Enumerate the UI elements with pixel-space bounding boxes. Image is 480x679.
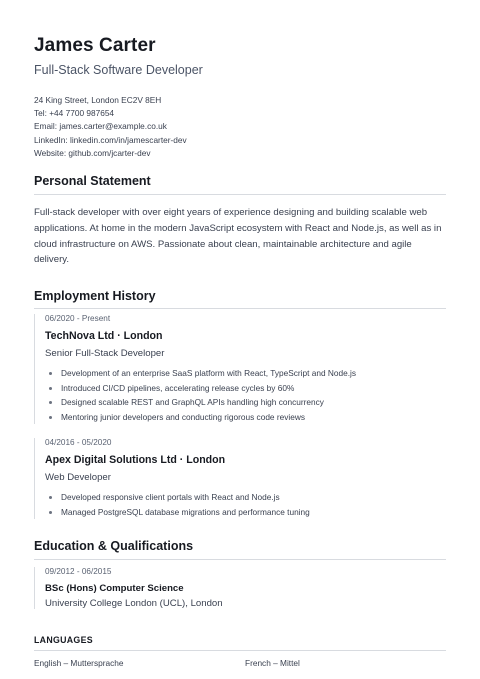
job-role: Web Developer: [45, 472, 111, 483]
job-dates: 06/2020 - Present: [45, 314, 111, 323]
section-divider: [34, 650, 446, 651]
candidate-name: James Carter: [34, 35, 156, 56]
candidate-title: Full-Stack Software Developer: [34, 63, 203, 77]
contact-linkedin: LinkedIn: linkedin.com/in/jamescarter-dev: [34, 134, 187, 145]
section-divider: [34, 559, 446, 560]
job-employer: Apex Digital Solutions Ltd · London: [45, 454, 226, 466]
section-heading-employment: Employment History: [34, 289, 156, 303]
education-dates: 09/2012 - 06/2015: [45, 567, 112, 576]
job-bullets: [45, 366, 446, 424]
contact-email: Email: james.carter@example.co.uk: [34, 121, 167, 132]
education-entry: [34, 567, 446, 609]
job-employer: TechNova Ltd · London: [45, 330, 163, 342]
contact-tel: Tel: +44 7700 987654: [34, 108, 115, 119]
language-item: French – Mittel: [245, 658, 300, 668]
contact-block: [34, 94, 187, 160]
contact-website: Website: github.com/jcarter-dev: [34, 147, 151, 158]
section-heading-statement: Personal Statement: [34, 174, 151, 188]
job-bullet: Designed scalable REST and GraphQL APIs handling high concurrency: [45, 395, 446, 410]
section-heading-education: Education & Qualifications: [34, 539, 194, 553]
language-item: English – Muttersprache: [34, 658, 124, 668]
job-bullet: Managed PostgreSQL database migrations and performance tuning: [45, 505, 446, 520]
contact-address: 24 King Street, London EC2V 8EH: [34, 95, 162, 105]
job-bullets: [45, 490, 446, 519]
section-heading-languages: LANGUAGES: [34, 635, 93, 645]
personal-statement-text: Full-stack developer with over eight years of experience designing and building scalable web applications. At home in the modern JavaScript ecosystem with React and Node.js, as well as in cloud infrastructure on AWS. Passionate about clean, maintainable architecture and agile delivery.: [34, 207, 442, 266]
education-degree: BSc (Hons) Computer Science: [45, 583, 184, 594]
section-divider: [34, 308, 446, 309]
education-school: University College London (UCL), London: [45, 598, 223, 609]
job-bullet: Development of an enterprise SaaS platform with React, TypeScript and Node.js: [45, 366, 446, 381]
job-role: Senior Full-Stack Developer: [45, 348, 165, 359]
job-dates: 04/2016 - 05/2020: [45, 438, 112, 447]
job-bullet: Introduced CI/CD pipelines, accelerating release cycles by 60%: [45, 381, 446, 396]
job-entry: [34, 438, 446, 519]
job-bullet: Developed responsive client portals with React and Node.js: [45, 490, 446, 505]
job-bullet: Mentoring junior developers and conducting rigorous code reviews: [45, 410, 446, 425]
job-entry: [34, 314, 446, 424]
section-divider: [34, 194, 446, 195]
